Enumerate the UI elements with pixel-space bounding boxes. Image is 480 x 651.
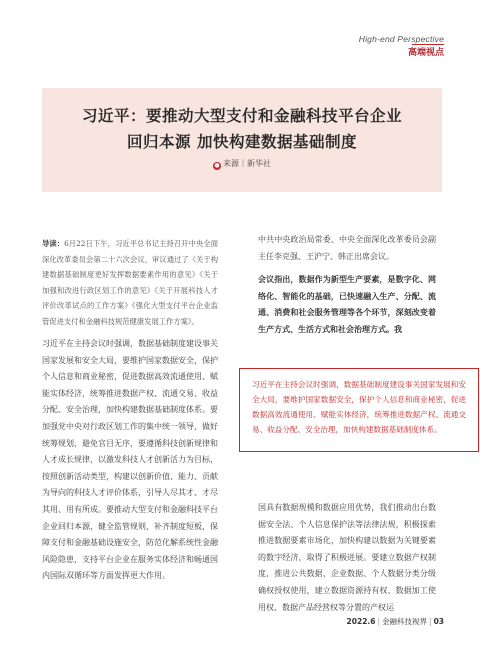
- section-header: [359, 34, 444, 58]
- source-label: 来源｜新华社: [223, 159, 271, 168]
- article-title-line-1: 习近平：要推动大型支付和金融科技平台企业: [81, 107, 402, 125]
- body-paragraph-right-1: 中共中央政治局常委、中央全面深化改革委员会副主任李克强、王沪宁、韩正出席会议。: [258, 235, 436, 261]
- page-footer: 2022.6 | 金融科技视界 | 03: [346, 617, 444, 626]
- pull-quote: [239, 368, 479, 452]
- page-number: 03: [433, 617, 444, 626]
- article-source: [42, 158, 442, 170]
- lead-paragraph: [42, 236, 218, 329]
- lead-label: 导读：: [42, 239, 65, 248]
- article-title-line-2: 回归本源 加快构建数据基础制度: [127, 133, 357, 151]
- section-title-en: High-end Perspective: [358, 34, 444, 44]
- pull-quote-text: 习近平在主持会议时强调，数据基础制度建设事关国家发展和安全大局，要维护国家数据安全，保护个人信息和商业秘密，促进数据高效流通使用、赋能实体经济，统筹推进数据产权、流通交易、收益分配、安全治理，加快构建数据基础制度体系。: [252, 380, 466, 434]
- section-title-cn: 高端视点: [407, 48, 444, 58]
- body-paragraph-right-3: 国具有数据规模和数据应用优势，我们推动出台数据安全法、个人信息保护法等法律法规，积极探索推进数据要素市场化，加快构建以数据为关键要素的数字经济，取得了积极进展。要建立数据产权制度，推进公共数据、企业数据、个人数据分类分级确权授权使用，建立数据资源持有权、数据加工使用权、数据产品经营权等分置的产权运: [258, 503, 436, 612]
- title-block: [42, 88, 442, 192]
- body-paragraph-left: 习近平在主持会议时强调，数据基础制度建设事关国家发展和安全大局，要维护国家数据安全，保护个人信息和商业秘密，促进数据高效流通使用、赋能实体经济，统筹推进数据产权、流通交易、收益分配、安全治理，加快构建数据基础制度体系。要加强党中央对行政区划工作的集中统一领导，做好统筹规划，避免官目无序，要遵循科技创新规律和人才成长规律，以激发科技人才创新活力为目标，按照创新活动类型，构建以创新价值、能力、贡献为导向的科技人才评价体系，引导人尽其才、才尽其用、用有所成。要推动大型支付和金融科技平台企业回归本源，健全监管规则，补齐制度短板，保障支付和金融基础设施安全，防范化解系统性金融风险隐患，支持平台企业在服务实体经济和畅通国内国际双循环等方面发挥更大作用。: [42, 339, 218, 581]
- lead-text: 6月22日下午，习近平总书记主持召开中央全面深化改革委员会第二十六次会议，审议通过了《关于构建数据基础制度更好发挥数据要素作用的意见》《关于加强和改进行政区划工作的意见》《关于开展科技人才评价改革试点的工作方案》《强化大型支付平台企业监管促进支付和金融科技规范健康发展工作方案》。: [42, 239, 218, 326]
- body-paragraph-right-2: 会议指出，数据作为新型生产要素，是数字化、网络化、智能化的基础，已快速融入生产、分配、流通、消费和社会服务管理等各个环节，深刻改变着生产方式、生活方式和社会治理方式。我: [258, 275, 436, 334]
- section-divider: [412, 44, 444, 45]
- footer-magazine: 金融科技视界: [382, 617, 428, 626]
- source-icon: ●: [214, 162, 220, 169]
- footer-issue: 2022.6: [346, 617, 376, 626]
